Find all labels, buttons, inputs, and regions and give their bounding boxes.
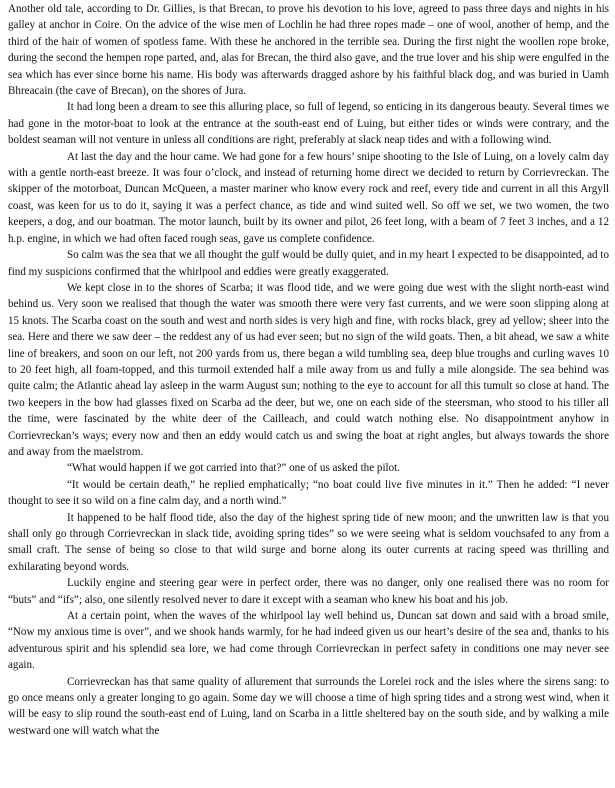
paragraph-question-to-pilot: “What would happen if we got carried into that?” one of us asked the pilot. xyxy=(67,462,401,475)
paragraph-half-flood-tide: It happened to be half flood tide, also the day of the highest spring tide of new moon; and the unwritten law is that you shall only go through Corrievreckan in slack tide, avoiding spring tides” so we were seeing what is seldom vouchsafed to any from a small craft. The sense of being so close to that wild surge and borne along its outer currents at racing speed was thrilling and exhilarating beyond words. xyxy=(8,511,609,573)
paragraph-engine-order: Luckily engine and steering gear were in perfect order, there was no danger, only one realised there was no room for “buts” and “ifs”; also, one silently resolved never to dare it except with a seaman who knew his boat and his job. xyxy=(8,577,609,606)
paragraph-anxious-time-over: At a certain point, when the waves of the whirlpool lay well behind us, Duncan sat down and said with a broad smile, “Now my anxious time is over”, and we shook hands warmly, for he had indeed given us our heart’s desire of the sea and, thanks to his adventurous spirit and his splendid sea lore, we had come through Corrievreckan in perfect safety in conditions one may never see again. xyxy=(8,610,609,672)
paragraph-day-came: At last the day and the hour came. We had gone for a few hours’ snipe shooting to the Isle of Luing, on a lovely calm day with a gentle north-east breeze. It was four o’clock, and instead of returning home direct we decided to return by Corrievreckan. The skipper of the motorboat, Duncan McQueen, a master mariner who know every rock and reef, every tide and current in all this Argyll coast, was keen for us to do it, saying it was a perfect chance, as tide and wind suited well. So off we set, we two women, the two keepers, a dog, and our boatman. The motor launch, built by its owner and pilot, 26 feet long, with a beam of 7 feet 3 inches, and a 12 h.p. engine, in which we had often faced rough seas, gave us complete confidence. xyxy=(8,150,609,245)
paragraph-dream-to-see: It had long been a dream to see this alluring place, so full of legend, so enticing in its dangerous beauty. Several times we had gone in the motor-boat to look at the entrance at the south-east end of Luing, but either tides or winds were contrary, and the boldest seaman will not venture in unless all conditions are right, preferably at slack neap tides and with a following wind. xyxy=(8,101,609,147)
paragraph-allurement: Corrievreckan has that same quality of allurement that surrounds the Lorelei rock and the isles where the sirens sang: to go once means only a greater longing to go again. Some day we will choose a time of high spring tides and a strong west wind, when it will be easy to slip round the south-east end of Luing, land on Scarba in a little sheltered bay on the south side, and by walking a mile westward one will watch what the xyxy=(8,675,609,737)
paragraph-pilot-reply: “It would be certain death,” he replied emphatically; “no boat could live five minutes in it.” Then he added: “I never thought to see it so wild on a fine calm day, and a north wind.” xyxy=(8,478,609,508)
paragraph-calm-sea: So calm was the sea that we all thought the gulf would be dully quiet, and in my heart I expected to be disappointed, ad to find my suspicions confirmed that the whirlpool and eddies were greatly exaggerated. xyxy=(8,249,609,278)
paragraph-brecan-tale: Another old tale, according to Dr. Gillies, is that Brecan, to prove his devotion to his love, agreed to pass three days and nights in his galley at anchor in Coire. On the advice of the wise men of Lochlin he had three ropes made – one of wool, another of hemp, and the third of the hair of women of spotless fame. With these he anchored in the terrible sea. During the first night the woollen rope broke, during the second the hempen rope parted, and, alas for Brecan, the third also gave, and the true lover and his ship were engulfed in the sea which has ever since borne his name. His body was afterwards dragged ashore by his faithful black dog, and was buried in Uamh Bhreacain (the cave of Brecan), on the shores of Jura. xyxy=(8,3,609,98)
paragraph-scarba-shores: We kept close in to the shores of Scarba; it was flood tide, and we were going due west with the slight north-east wind behind us. Very soon we realised that though the water was smooth there were very fast currents, and we were soon slipping along at 15 knots. The Scarba coast on the south and west and north sides is very high and fine, with rocks black, grey ad yellow; sheer into the sea. Here and there we saw deer – the reddest any of us had ever seen; but no sign of the wild goats. Then, a bit ahead, we saw a white line of breakers, and soon on our left, not 200 yards from us, there began a wild tumbling sea, deep blue troughs and curling waves 10 to 20 feet high, all foam-topped, and this turmoil extended half a mile away from us and fully a mile alongside. The sea behind was quite calm; the Atlantic ahead lay asleep in the warm August sun; nothing to the eye to account for all this tumult so close at hand. The two keepers in the bow had glasses fixed on Scarba ad the deer, but we, one on each side of the steersman, who stood to his tiller all the time, were fascinated by the white deer of the Cailleach, and could watch nothing else. No disappointment anyhow in Corrievreckan’s ways; every now and then an eddy would catch us and swing the boat at right angles, but always towards the shore and away from the maelstrom. xyxy=(8,281,609,458)
